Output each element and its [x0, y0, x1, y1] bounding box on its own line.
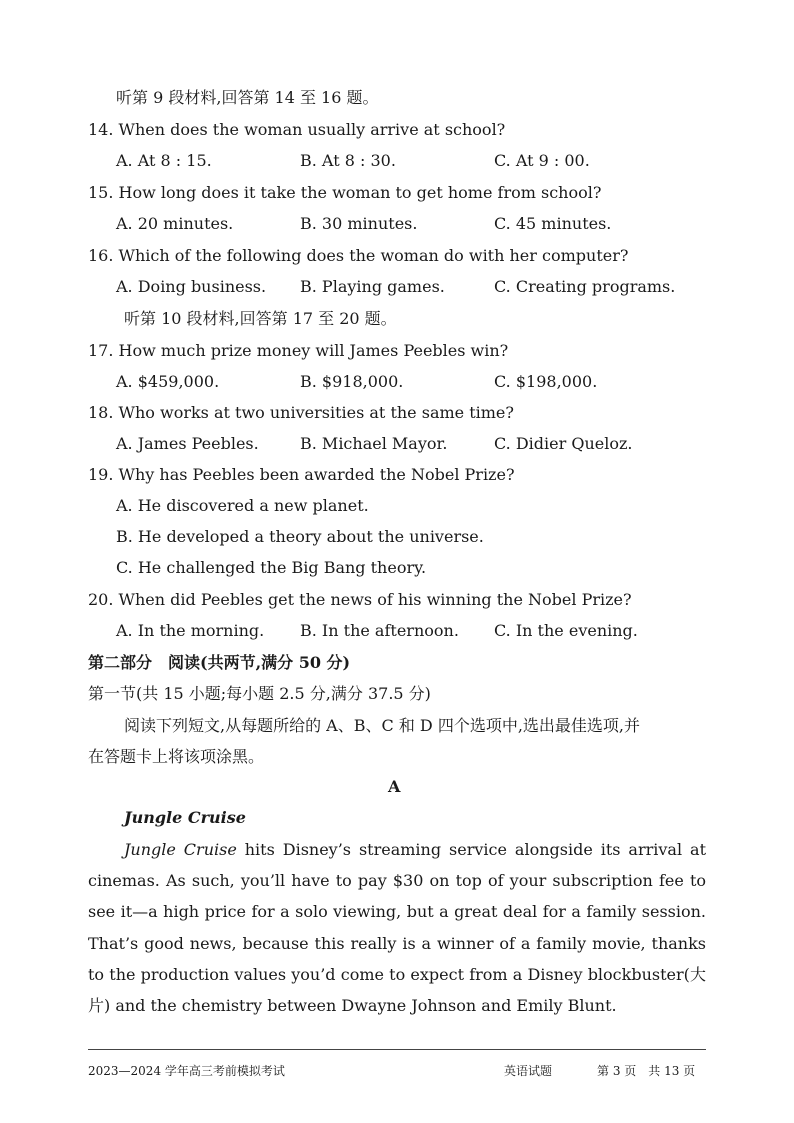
- part-two-heading: 第二部分 阅读(共两节,满分 50 分): [88, 653, 351, 672]
- question-14-option-c: C. At 9 : 00.: [494, 151, 590, 170]
- footer-page-number: 第 3 页 共 13 页: [597, 1064, 696, 1078]
- question-14-stem: 14. When does the woman usually arrive at school?: [88, 120, 506, 139]
- question-19-option-b: B. He developed a theory about the universe.: [116, 527, 484, 546]
- question-20-option-b: B. In the afternoon.: [300, 621, 459, 640]
- question-17-option-a: A. $459,000.: [116, 372, 220, 391]
- question-15-option-a: A. 20 minutes.: [116, 214, 234, 233]
- footer-subject: 英语试题: [504, 1064, 553, 1078]
- question-16-option-b: B. Playing games.: [300, 277, 445, 296]
- passage-letter: A: [388, 777, 401, 796]
- question-19-stem: 19. Why has Peebles been awarded the Nobel Prize?: [88, 465, 515, 484]
- section-intro-10: 听第 10 段材料,回答第 17 至 20 题。: [124, 309, 397, 328]
- question-15-option-c: C. 45 minutes.: [494, 214, 612, 233]
- question-18-option-a: A. James Peebles.: [116, 434, 259, 453]
- question-16-option-a: A. Doing business.: [116, 277, 267, 296]
- question-17-option-b: B. $918,000.: [300, 372, 404, 391]
- question-20-option-a: A. In the morning.: [116, 621, 265, 640]
- question-15-stem: 15. How long does it take the woman to get home from school?: [88, 183, 602, 202]
- question-18-option-b: B. Michael Mayor.: [300, 434, 448, 453]
- question-18-stem: 18. Who works at two universities at the same time?: [88, 403, 514, 422]
- question-18-option-c: C. Didier Queloz.: [494, 434, 633, 453]
- section-intro-9: 听第 9 段材料,回答第 14 至 16 题。: [116, 88, 379, 107]
- question-17-stem: 17. How much prize money will James Peebles win?: [88, 341, 509, 360]
- question-16-option-c: C. Creating programs.: [494, 277, 676, 296]
- passage-paragraph: [88, 834, 706, 1021]
- section-one-heading: 第一节(共 15 小题;每小题 2.5 分,满分 37.5 分): [88, 684, 431, 703]
- question-16-stem: 16. Which of the following does the woman do with her computer?: [88, 246, 629, 265]
- question-15-option-b: B. 30 minutes.: [300, 214, 418, 233]
- question-14-option-a: A. At 8 : 15.: [116, 151, 212, 170]
- question-20-option-c: C. In the evening.: [494, 621, 638, 640]
- reading-instruction-line-1: 阅读下列短文,从每题所给的 A、B、C 和 D 四个选项中,选出最佳选项,并: [124, 716, 640, 735]
- question-20-stem: 20. When did Peebles get the news of his winning the Nobel Prize?: [88, 590, 632, 609]
- footer-exam-name: 2023—2024 学年高三考前模拟考试: [88, 1064, 285, 1078]
- footer-divider: [88, 1049, 706, 1050]
- question-19-option-c: C. He challenged the Big Bang theory.: [116, 558, 427, 577]
- question-14-option-b: B. At 8 : 30.: [300, 151, 396, 170]
- question-17-option-c: C. $198,000.: [494, 372, 598, 391]
- reading-instruction-line-2: 在答题卡上将该项涂黑。: [88, 747, 265, 766]
- question-19-option-a: A. He discovered a new planet.: [116, 496, 369, 515]
- passage-title-reference: Jungle Cruise: [124, 840, 237, 859]
- passage-paragraph-text: hits Disney’s streaming service alongside its arrival at cinemas. As such, you’ll have to pay $30 on top of your subscription fee to see it—a high price for a solo viewing, but a great deal for a family session. That’s good news, because this really is a winner of a family movie, thanks to the production values you’d come to expect from a Disney blockbuster(大片) and the chemistry between Dwayne Johnson and Emily Blunt.: [88, 840, 706, 1016]
- passage-title: Jungle Cruise: [124, 808, 246, 827]
